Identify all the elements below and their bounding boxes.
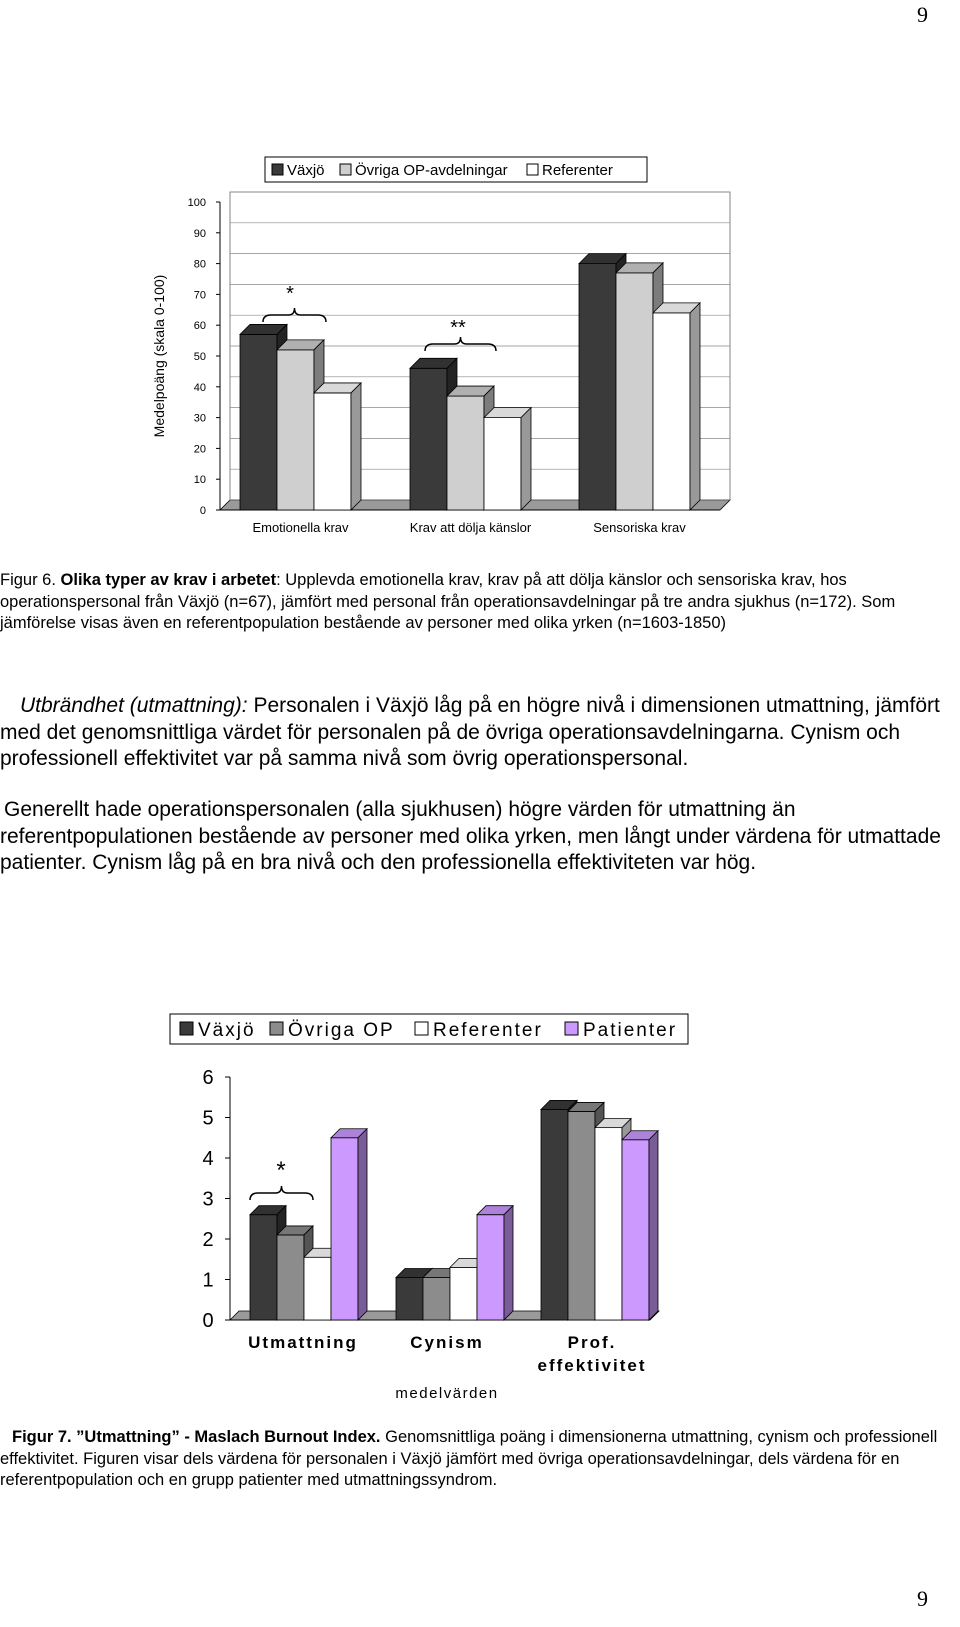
chart1-bar xyxy=(314,383,361,510)
chart1-y-tick-label: 60 xyxy=(193,320,206,333)
chart2-x-tick-label: effektivitet xyxy=(537,1356,647,1375)
chart1-bar-front xyxy=(314,393,351,510)
chart2-legend-label: Övriga OP xyxy=(288,1020,395,1041)
chart2-bar xyxy=(477,1206,513,1320)
chart2-bar-side xyxy=(358,1129,367,1320)
chart1-bar-front xyxy=(616,273,653,510)
chart1-bar-side xyxy=(690,303,700,510)
figure-7-caption xyxy=(0,1427,955,1492)
chart1-legend-swatch xyxy=(272,164,283,175)
chart2-bar-front xyxy=(250,1215,277,1320)
chart2-legend-swatch xyxy=(565,1022,578,1035)
chart1-bar-front xyxy=(653,313,690,510)
paragraph-burnout-text: Personalen i Växjö låg på en högre nivå i dimensionen utmattning, jämfört med det genomsnittliga värdet för personalen på de övriga operationsavdelningarna. Cynism och professionell effektivitet var på samma nivå som övrig operationspersonal. xyxy=(0,694,940,770)
chart2-bar-front xyxy=(450,1267,477,1320)
chart1-y-tick-label: 50 xyxy=(193,351,206,363)
chart1-bar-side xyxy=(521,408,531,510)
chart2-x-axis-label: medelvärden xyxy=(395,1385,499,1402)
chart-figure-7 xyxy=(150,1000,710,1410)
chart1-annotation: * xyxy=(286,283,294,305)
chart2-bar xyxy=(331,1129,367,1320)
paragraph-burnout-term: Utbrändhet (utmattning): xyxy=(20,694,248,717)
paragraph-burnout xyxy=(0,693,955,773)
page-number-bottom: 9 xyxy=(917,1586,928,1611)
chart1-legend-label: Övriga OP-avdelningar xyxy=(355,162,508,179)
chart2-legend-swatch xyxy=(180,1022,193,1035)
chart2-legend-swatch xyxy=(270,1022,283,1035)
paragraph-general: Generellt hade operationspersonalen (alla sjukhusen) högre värden för utmattning än referentpopulationen bestående av personer med olika yrken, men långt under värdena för utmattade patienter. Cynism låg på en bra nivå och den professionella effektiviteten var hög. xyxy=(0,798,941,874)
chart1-bar-front xyxy=(484,418,521,510)
chart1-bar-front xyxy=(277,350,314,510)
chart1-bar-front xyxy=(410,368,447,510)
chart2-legend-swatch xyxy=(415,1022,428,1035)
chart2-x-tick-label: Prof. xyxy=(567,1333,617,1352)
chart2-y-tick-label: 0 xyxy=(202,1310,214,1332)
chart2-annotation: * xyxy=(276,1157,286,1184)
chart-figure-6 xyxy=(140,150,740,550)
chart1-y-tick-label: 40 xyxy=(193,381,206,394)
chart1-bar xyxy=(653,303,700,510)
chart2-bar-front xyxy=(277,1235,304,1320)
chart2-y-tick-label: 5 xyxy=(202,1107,214,1130)
chart1-bar-front xyxy=(240,334,277,510)
figure-7-label: Figur 7. xyxy=(12,1428,72,1446)
chart1-legend-swatch xyxy=(527,164,538,175)
chart2-brace xyxy=(250,1186,313,1200)
chart1-annotation: ** xyxy=(450,317,466,339)
chart1-x-tick-label: Krav att dölja känslor xyxy=(409,520,532,535)
chart2-bar-front xyxy=(396,1277,423,1320)
chart2-y-tick-label: 4 xyxy=(202,1148,214,1170)
chart2-bar xyxy=(622,1131,658,1320)
chart1-y-tick-label: 20 xyxy=(193,443,206,456)
chart2-bar-front xyxy=(568,1111,595,1320)
chart1-brace-2 xyxy=(425,337,496,351)
figure-6-label: Figur 6. xyxy=(0,571,56,589)
chart2-x-tick-label: Cynism xyxy=(410,1333,484,1352)
chart2-bar-front xyxy=(331,1138,358,1320)
chart1-bar-front xyxy=(579,264,616,510)
page-number-top: 9 xyxy=(917,2,928,27)
chart1-y-axis-label: Medelpoäng (skala 0-100) xyxy=(151,274,167,438)
chart1-y-tick-label: 100 xyxy=(187,197,206,209)
figure-6-caption xyxy=(0,570,955,635)
chart1-y-tick-label: 90 xyxy=(193,227,206,240)
chart2-bar-side xyxy=(504,1206,513,1320)
chart2-bar-front xyxy=(423,1277,450,1320)
chart2-y-tick-label: 6 xyxy=(202,1067,214,1089)
chart1-x-tick-label: Sensoriska krav xyxy=(593,520,686,535)
chart1-x-tick-label: Emotionella krav xyxy=(252,520,349,535)
chart1-y-tick-label: 10 xyxy=(193,474,206,487)
figure-7-caption-text: Genomsnittliga poäng i dimensionerna utmattning, cynism och professionell effektivitet. Figuren visar dels värdena för personalen i Växjö jämfört med övriga operationsavdelningar, dels värdena för en referentpopulation och en grupp patienter med utmattningssyndrom. xyxy=(0,1428,938,1489)
chart2-legend-label: Växjö xyxy=(198,1020,256,1041)
chart1-legend-label: Referenter xyxy=(542,162,613,179)
chart1-y-tick-label: 70 xyxy=(193,289,206,302)
figure-6-title: Olika typer av krav i arbetet xyxy=(60,571,277,589)
chart2-bar-front xyxy=(595,1128,622,1320)
chart1-bar-side xyxy=(351,383,361,510)
chart2-bar-front xyxy=(477,1215,504,1320)
chart1-y-tick-label: 0 xyxy=(199,505,206,517)
chart2-legend-label: Patienter xyxy=(583,1020,678,1041)
chart1-y-tick-label: 30 xyxy=(193,412,206,425)
chart2-bar-front xyxy=(304,1257,331,1320)
figure-6-caption-text-1: : Upplevda emotionella krav, krav på att dölja känslor och sensoriska krav, hos operationspersonal från Växjö (n=67), jämfört med personal från operationsavdelningar på tre andra sjukhus (n=172). xyxy=(0,571,857,611)
chart2-y-tick-label: 3 xyxy=(202,1188,214,1211)
chart2-x-tick-label: Utmattning xyxy=(248,1333,358,1352)
chart2-bar-front xyxy=(541,1109,568,1320)
chart1-legend-swatch xyxy=(340,164,351,175)
chart1-bar-front xyxy=(447,396,484,510)
chart1-bar xyxy=(484,408,531,510)
figure-6-caption-text-2: Som jämförelse visas även en referentpopulation bestående av personer med olika yrken (n=1603-1850) xyxy=(0,592,896,632)
chart2-legend-label: Referenter xyxy=(433,1020,543,1041)
chart2-y-tick-label: 1 xyxy=(202,1269,214,1292)
chart1-y-tick-label: 80 xyxy=(193,258,206,271)
figure-7-title: ”Utmattning” - Maslach Burnout Index. xyxy=(71,1428,381,1446)
chart2-y-tick-label: 2 xyxy=(202,1229,214,1251)
chart1-legend-label: Växjö xyxy=(287,162,325,179)
chart2-bar-front xyxy=(622,1140,649,1320)
chart2-bar-side xyxy=(649,1131,658,1320)
